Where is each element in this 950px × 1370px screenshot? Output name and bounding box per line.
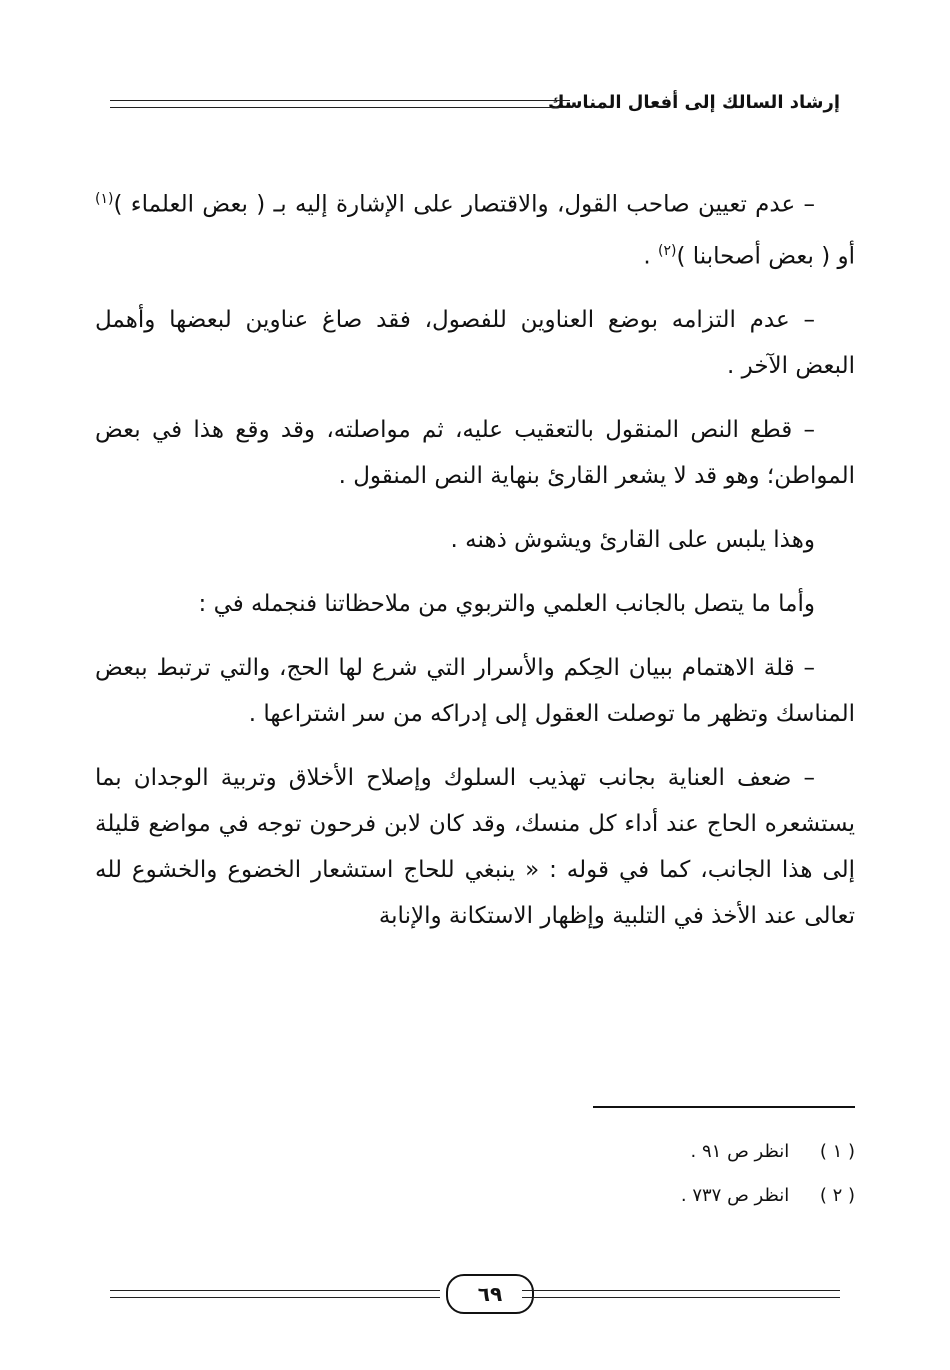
footnote-ref-1: (١) <box>95 191 114 207</box>
paragraph-5: وأما ما يتصل بالجانب العلمي والتربوي من ملاحظاتنا فنجمله في : <box>198 591 815 618</box>
footnote-2 <box>95 1174 855 1218</box>
footnote-separator <box>593 1106 855 1108</box>
footer-rule-left <box>110 1290 440 1298</box>
footnotes <box>95 1130 855 1218</box>
header-double-rule <box>110 100 570 108</box>
footnote-1-text: انظر ص ٩١ . <box>690 1141 790 1162</box>
main-text <box>95 176 855 957</box>
paragraph-1 <box>95 176 855 279</box>
paragraph-6: – قلة الاهتمام ببيان الحِكم والأسرار التي شرع لها الحج، والتي ترتبط ببعض المناسك وتظهر ما توصلت العقول إلى إدراكه من سر اشتراعها . <box>95 655 855 728</box>
running-header <box>110 88 840 118</box>
paragraph-1-part-c: . <box>643 243 659 270</box>
footnote-2-text: انظر ص ٧٣٧ . <box>680 1185 790 1206</box>
paragraph-3: – قطع النص المنقول بالتعقيب عليه، ثم مواصلته، وقد وقع هذا في بعض المواطن؛ وهو قد لا يشعر القارئ بنهاية النص المنقول . <box>95 417 855 490</box>
paragraph-2: – عدم التزامه بوضع العناوين للفصول، فقد صاغ عناوين لبعضها وأهمل البعض الآخر . <box>95 307 855 380</box>
page-number: ٦٩ <box>446 1274 534 1314</box>
header-title: إرشاد السالك إلى أفعال المناسك <box>547 92 840 113</box>
footnote-2-number: ( ٢ ) <box>819 1185 855 1206</box>
footnote-1 <box>95 1130 855 1174</box>
paragraph-1-part-b: أو ( بعض أصحابنا ) <box>676 243 855 270</box>
footnote-ref-2: (٢) <box>658 242 677 259</box>
page-footer <box>110 1274 840 1314</box>
footnote-1-number: ( ١ ) <box>819 1141 855 1162</box>
paragraph-7: – ضعف العناية بجانب تهذيب السلوك وإصلاح الأخلاق وتربية الوجدان بما يستشعره الحاج عند أداء كل منسك، وقد كان لابن فرحون توجه في مواضع قليلة إلى هذا الجانب، كما في قوله : « ينبغي للحاج استشعار الخضوع والخشوع لله تعالى عند الأخذ في التلبية وإظهار الاستكانة والإنابة <box>95 765 855 930</box>
footer-rule-right <box>522 1290 840 1298</box>
paragraph-4: وهذا يلبس على القارئ ويشوش ذهنه . <box>450 527 815 554</box>
paragraph-1-part-a: – عدم تعيين صاحب القول، والاقتصار على الإشارة إليه بـ ( بعض العلماء ) <box>113 191 815 218</box>
